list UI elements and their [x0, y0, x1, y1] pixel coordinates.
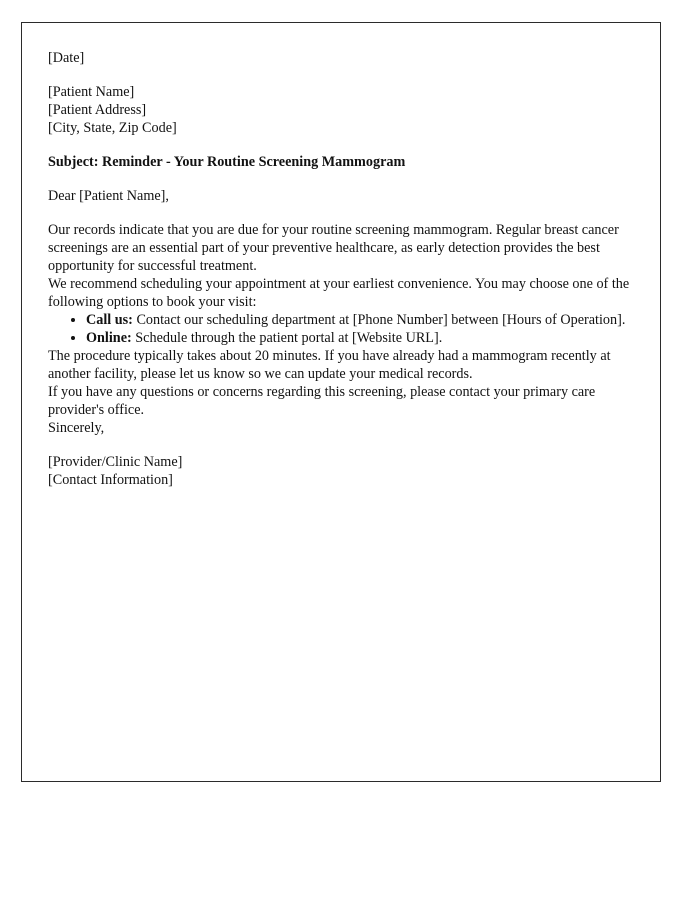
signature-contact-info: [Contact Information]	[48, 472, 173, 488]
salutation: Dear [Patient Name],	[48, 188, 169, 204]
closing-line: Sincerely,	[48, 420, 105, 436]
booking-options-list	[48, 311, 639, 347]
recipient-address: [Patient Address]	[48, 102, 147, 118]
signature-provider-name: [Provider/Clinic Name]	[48, 454, 183, 470]
date-line: [Date]	[48, 50, 85, 66]
option-text-call-us: Contact our scheduling department at [Phone Number] between [Hours of Operation].	[132, 312, 626, 328]
recipient-name: [Patient Name]	[48, 84, 135, 100]
closing-block	[48, 419, 639, 437]
option-text-online: Schedule through the patient portal at [Website URL].	[131, 330, 443, 346]
paragraph-questions: If you have any questions or concerns regarding this screening, please contact your primary care provider's office.	[48, 384, 596, 418]
letter-page-frame	[21, 22, 661, 782]
list-item-online	[86, 329, 639, 347]
signature-block	[48, 453, 639, 489]
option-lead-online: Online:	[86, 330, 132, 346]
paragraph-scheduling: We recommend scheduling your appointment at your earliest convenience. You may choose one of the following options to book your visit:	[48, 276, 630, 310]
subject-line-block	[48, 153, 639, 171]
paragraph-intro: Our records indicate that you are due for your routine screening mammogram. Regular breast cancer screenings are an essential part of your preventive healthcare, as early detection provides the best opportunity for successful treatment.	[48, 222, 619, 274]
list-item-call-us	[86, 311, 639, 329]
salutation-block	[48, 187, 639, 205]
letter-body	[48, 49, 639, 489]
recipient-city-state-zip: [City, State, Zip Code]	[48, 120, 177, 136]
subject-line: Subject: Reminder - Your Routine Screening Mammogram	[48, 154, 406, 170]
recipient-address-block	[48, 83, 639, 137]
option-lead-call-us: Call us:	[86, 312, 133, 328]
date-block	[48, 49, 639, 67]
paragraph-procedure: The procedure typically takes about 20 minutes. If you have already had a mammogram recently at another facility, please let us know so we can update your medical records.	[48, 348, 611, 382]
